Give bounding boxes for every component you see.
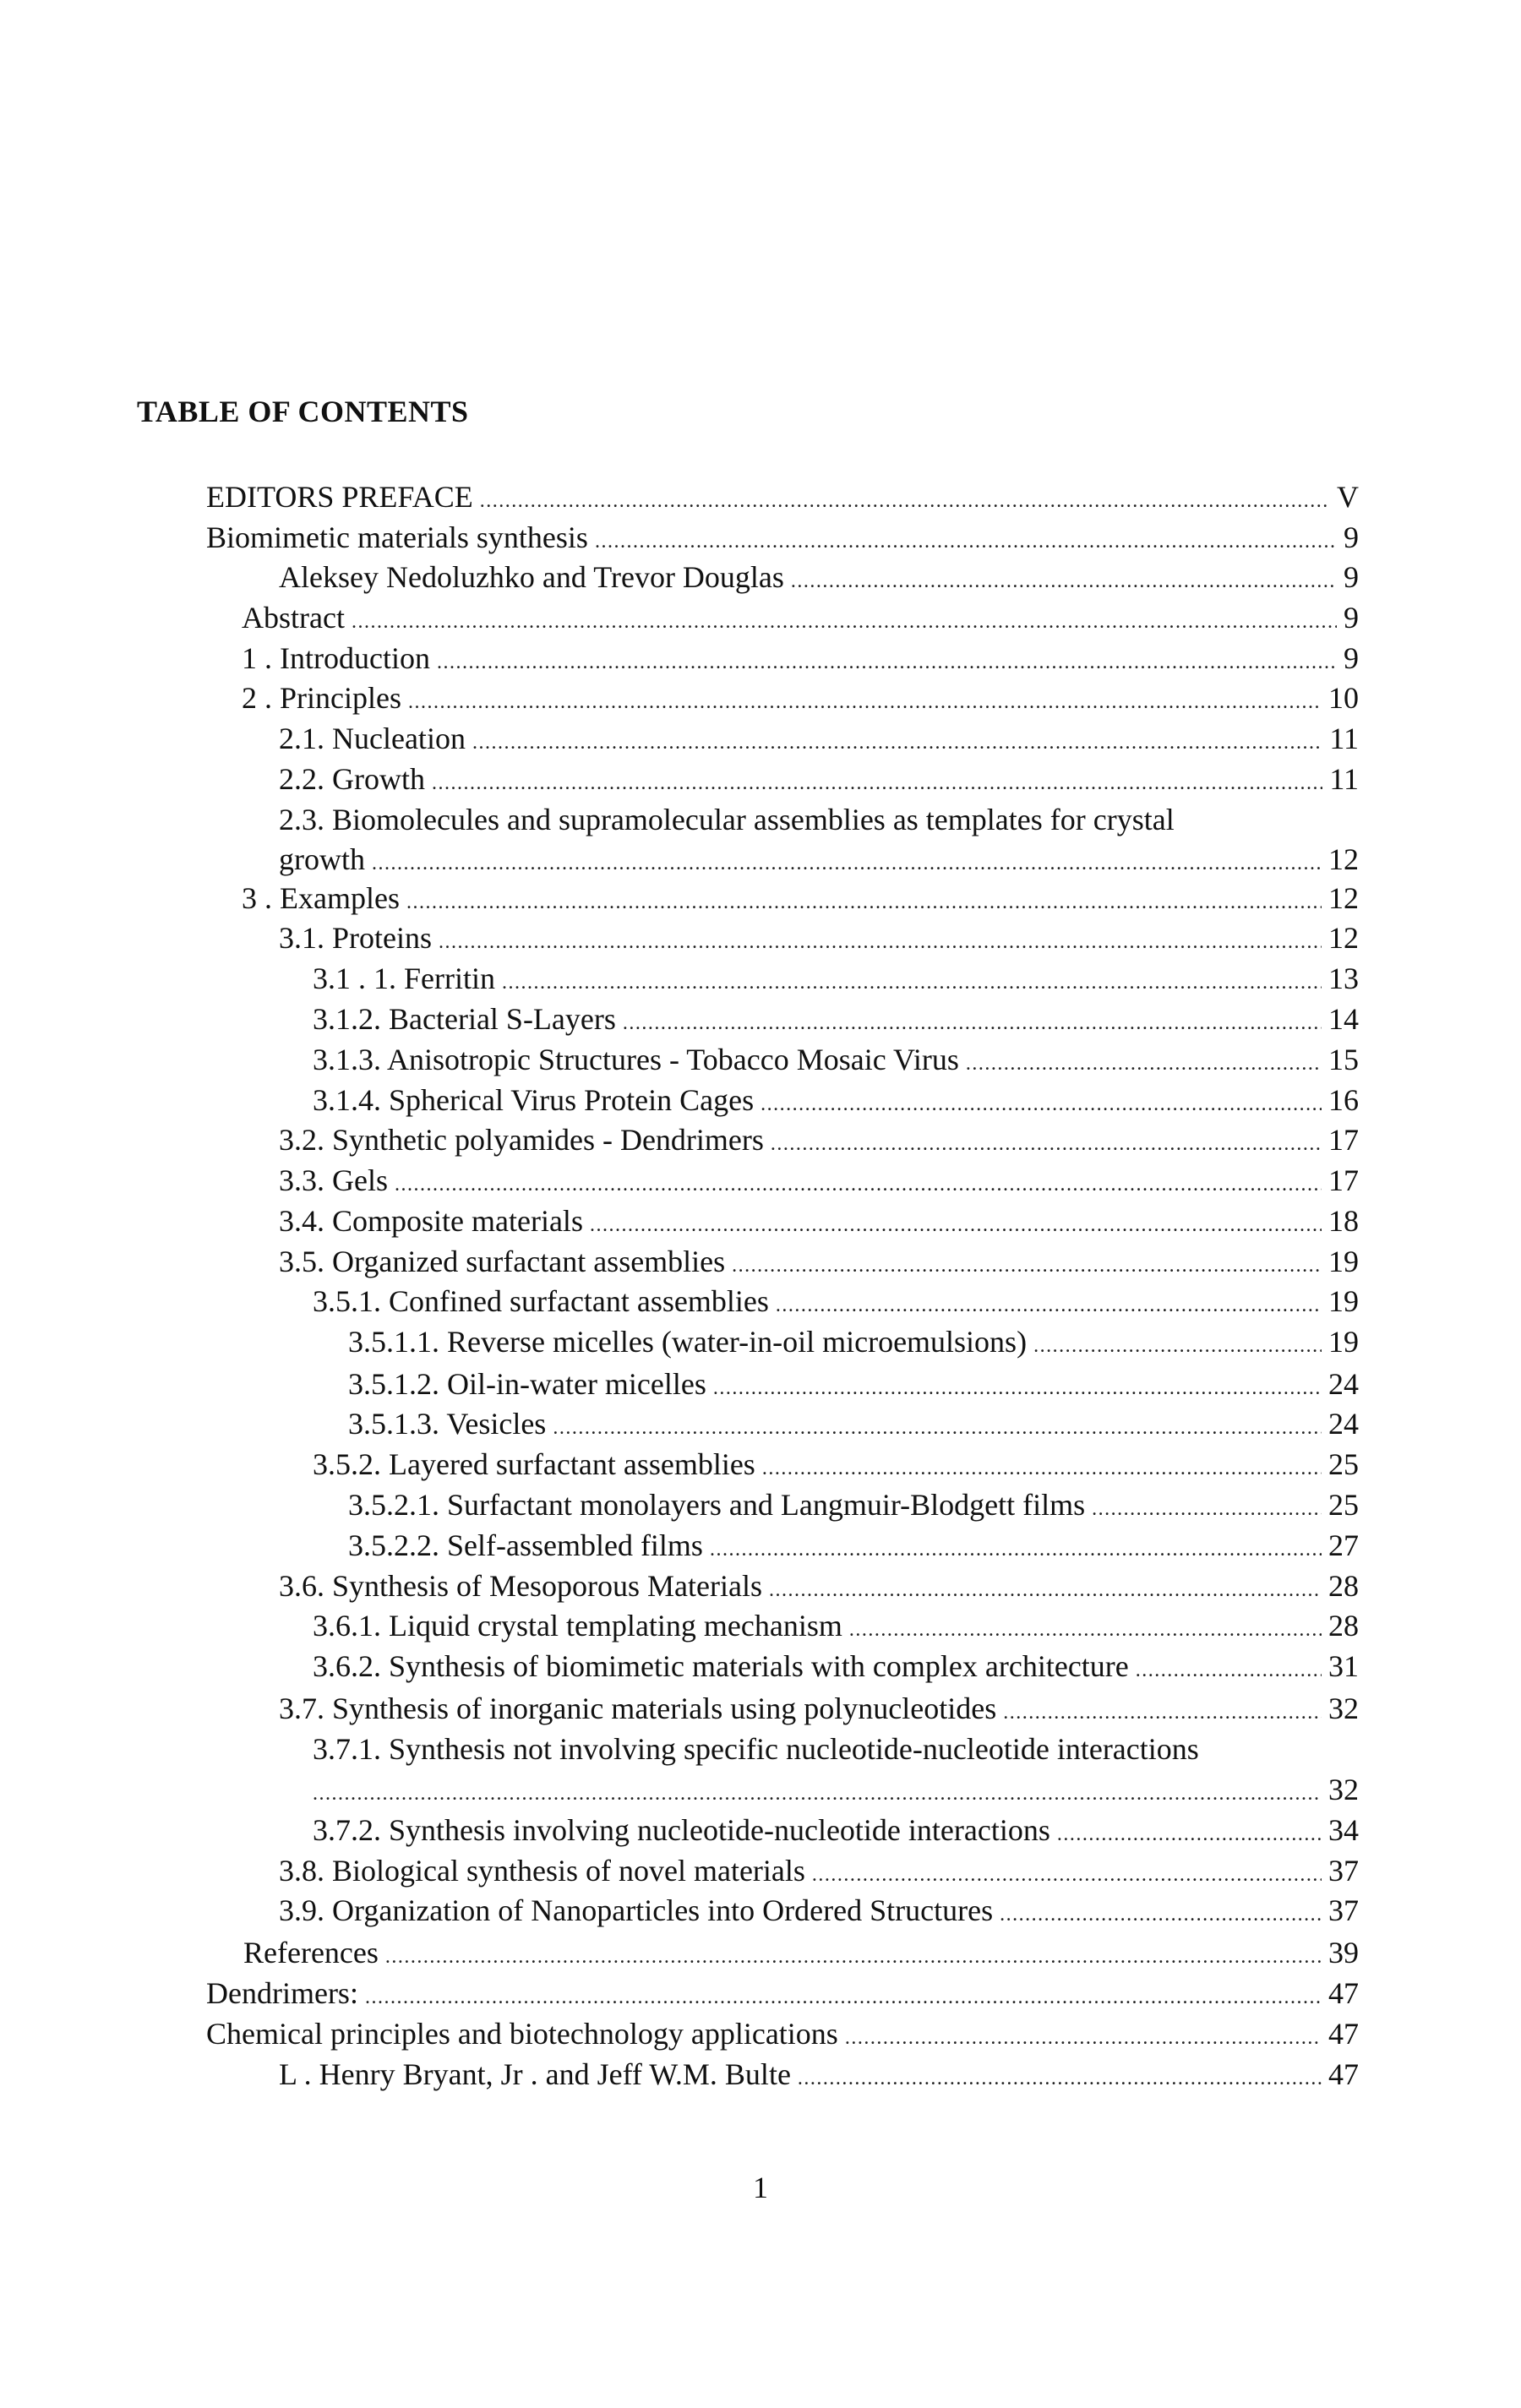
toc-entry[interactable] <box>313 1081 1359 1119</box>
toc-entry-page: 11 <box>1329 722 1359 755</box>
dot-leader <box>472 724 1322 761</box>
toc-entry[interactable] <box>313 1771 1359 1808</box>
dot-leader <box>1033 1327 1322 1365</box>
toc-entry[interactable] <box>279 1243 1359 1280</box>
dot-leader <box>762 1450 1322 1487</box>
toc-entry[interactable] <box>206 2015 1359 2052</box>
dot-leader <box>553 1409 1322 1446</box>
toc-entry-page: 27 <box>1328 1528 1359 1562</box>
toc-entry-label[interactable]: 2.3. Biomolecules and supramolecular assemblies as templates for crystal <box>279 803 1175 836</box>
toc-entry[interactable] <box>348 1486 1359 1523</box>
dot-leader <box>406 884 1322 921</box>
dot-leader <box>480 482 1330 520</box>
toc-entry-label: 3.5. Organized surfactant assemblies <box>279 1245 726 1278</box>
toc-entry[interactable] <box>243 1934 1359 1971</box>
toc-entry-page: 25 <box>1328 1488 1359 1522</box>
toc-entry-label: 3 . Examples <box>242 881 400 915</box>
toc-entry[interactable] <box>279 1690 1359 1727</box>
toc-entry-page: 16 <box>1328 1083 1359 1117</box>
toc-entry-label: Biomimetic materials synthesis <box>206 520 588 554</box>
dot-leader <box>1092 1490 1322 1528</box>
toc-entry-label: 3.1 . 1. Ferritin <box>313 962 495 995</box>
dot-leader <box>710 1531 1322 1568</box>
dot-leader <box>791 563 1337 600</box>
toc-entry[interactable] <box>313 1283 1359 1320</box>
toc-entry[interactable] <box>206 519 1359 556</box>
toc-entry[interactable] <box>279 1852 1359 1889</box>
toc-entry[interactable] <box>279 1892 1359 1929</box>
toc-entry-label: 2.1. Nucleation <box>279 722 466 755</box>
dot-leader <box>966 1045 1322 1082</box>
toc-entry-label: 3.5.2. Layered surfactant assemblies <box>313 1447 755 1481</box>
dot-leader <box>365 1979 1322 2016</box>
toc-entry[interactable] <box>279 2056 1359 2093</box>
toc-entry-label: 3.9. Organization of Nanoparticles into Ordered Structures <box>279 1893 994 1927</box>
toc-entry[interactable] <box>313 960 1359 997</box>
dot-leader <box>408 684 1322 721</box>
toc-entry[interactable] <box>279 760 1359 798</box>
dot-leader <box>432 765 1322 802</box>
toc-entry-label: Abstract <box>242 601 345 635</box>
dot-leader <box>812 1856 1322 1893</box>
toc-entry-page: 9 <box>1344 560 1359 594</box>
dot-leader <box>769 1572 1322 1609</box>
toc-entry[interactable] <box>348 1405 1359 1442</box>
toc-entry-label: 3.6. Synthesis of Mesoporous Materials <box>279 1569 762 1603</box>
toc-entry[interactable] <box>313 1607 1359 1644</box>
toc-entry-page: 28 <box>1328 1569 1359 1603</box>
toc-entry[interactable] <box>242 679 1359 716</box>
dot-leader <box>385 1938 1322 1975</box>
toc-entry-page: 37 <box>1328 1893 1359 1927</box>
toc-entry[interactable] <box>348 1323 1359 1360</box>
dot-leader <box>1000 1896 1322 1933</box>
toc-entry-label: 2 . Principles <box>242 681 401 715</box>
toc-entry-label: 3.5.1.1. Reverse micelles (water-in-oil microemulsions) <box>348 1325 1028 1359</box>
toc-entry-label: 3.7. Synthesis of inorganic materials using polynucleotides <box>279 1692 997 1725</box>
toc-entry-page: 9 <box>1344 601 1359 635</box>
toc-entry-label: 3.1. Proteins <box>279 921 433 955</box>
dot-leader <box>760 1086 1322 1123</box>
toc-entry-page: 17 <box>1328 1123 1359 1157</box>
dot-leader <box>776 1287 1322 1324</box>
toc-entry[interactable] <box>279 841 1359 878</box>
toc-entry[interactable] <box>313 1041 1359 1078</box>
dot-leader <box>439 923 1322 961</box>
toc-entry-label: Aleksey Nedoluzhko and Trevor Douglas <box>279 560 784 594</box>
toc-entry[interactable] <box>348 1365 1359 1403</box>
dot-leader <box>313 1775 1322 1812</box>
toc-entry[interactable] <box>279 1121 1359 1158</box>
dot-leader <box>590 1207 1322 1244</box>
toc-entry[interactable] <box>313 1000 1359 1038</box>
toc-entry-page: 11 <box>1329 762 1359 796</box>
toc-entry-label: 3.3. Gels <box>279 1163 388 1197</box>
dot-leader <box>771 1125 1322 1163</box>
toc-entry-label: 3.5.2.1. Surfactant monolayers and Langmuir-Blodgett films <box>348 1488 1086 1522</box>
toc-entry[interactable] <box>279 1162 1359 1199</box>
toc-entry-page: 19 <box>1328 1284 1359 1318</box>
toc-entry-label: L . Henry Bryant, Jr . and Jeff W.M. Bulte <box>279 2057 791 2091</box>
toc-entry-page: V <box>1337 480 1359 514</box>
toc-entry-label: 2.2. Growth <box>279 762 425 796</box>
dot-leader <box>798 2060 1322 2097</box>
toc-entry-page: 19 <box>1328 1325 1359 1359</box>
toc-entry-label: 3.1.4. Spherical Virus Protein Cages <box>313 1083 755 1117</box>
toc-entry[interactable] <box>242 880 1359 917</box>
dot-leader <box>437 644 1337 681</box>
toc-entry-page: 37 <box>1328 1854 1359 1888</box>
toc-entry[interactable] <box>279 558 1359 596</box>
dot-leader <box>395 1166 1322 1203</box>
toc-entry-label: EDITORS PREFACE <box>206 480 473 514</box>
toc-entry-page: 12 <box>1328 881 1359 915</box>
toc-entry-label: 3.6.2. Synthesis of biomimetic materials with complex architecture <box>313 1649 1129 1683</box>
page-number: 1 <box>753 2171 768 2204</box>
dot-leader <box>732 1247 1322 1284</box>
toc-entry-label: 3.5.1.2. Oil-in-water micelles <box>348 1367 706 1401</box>
toc-entry[interactable] <box>313 1648 1359 1685</box>
toc-entry-page: 14 <box>1328 1002 1359 1036</box>
toc-entry-page: 47 <box>1328 1976 1359 2010</box>
toc-entry-page: 19 <box>1328 1245 1359 1278</box>
dot-leader <box>372 845 1322 882</box>
toc-entry-page: 10 <box>1328 681 1359 715</box>
toc-entry-page: 28 <box>1328 1609 1359 1643</box>
toc-entry[interactable] <box>206 1975 1359 2012</box>
toc-entry-page: 47 <box>1328 2017 1359 2051</box>
toc-entry[interactable] <box>279 720 1359 757</box>
toc-entry[interactable] <box>313 1811 1359 1849</box>
toc-entry-label: 3.1.2. Bacterial S-Layers <box>313 1002 616 1036</box>
toc-entry[interactable] <box>279 1202 1359 1239</box>
toc-entry-label: 3.2. Synthetic polyamides - Dendrimers <box>279 1123 764 1157</box>
toc-entry[interactable] <box>279 919 1359 956</box>
dot-leader <box>502 964 1322 1001</box>
toc-entry-page: 31 <box>1328 1649 1359 1683</box>
toc-entry-page: 12 <box>1328 842 1359 876</box>
toc-entry-label: 3.8. Biological synthesis of novel materials <box>279 1854 805 1888</box>
toc-entry-label-continued: growth <box>279 842 365 876</box>
dot-leader <box>1003 1694 1322 1731</box>
toc-entry-page: 15 <box>1328 1043 1359 1076</box>
dot-leader <box>595 523 1337 560</box>
toc-entry-page: 25 <box>1328 1447 1359 1481</box>
toc-entry[interactable] <box>242 640 1359 677</box>
dot-leader <box>845 2019 1322 2057</box>
dot-leader <box>849 1611 1322 1648</box>
toc-entry[interactable] <box>242 599 1359 636</box>
toc-entry[interactable] <box>313 1446 1359 1483</box>
dot-leader <box>352 603 1337 640</box>
toc-entry-label: 3.7.2. Synthesis involving nucleotide-nucleotide interactions <box>313 1813 1050 1847</box>
toc-entry-page: 9 <box>1344 641 1359 675</box>
toc-entry-page: 34 <box>1328 1813 1359 1847</box>
toc-entry-page: 24 <box>1328 1407 1359 1441</box>
toc-entry-page: 12 <box>1328 921 1359 955</box>
toc-entry-page: 32 <box>1328 1773 1359 1806</box>
toc-entry-label: 1 . Introduction <box>242 641 430 675</box>
toc-entry-label: Dendrimers: <box>206 1976 358 2010</box>
toc-entry-label: 3.5.1.3. Vesicles <box>348 1407 547 1441</box>
toc-entry-label: 3.1.3. Anisotropic Structures - Tobacco Mosaic Virus <box>313 1043 959 1076</box>
toc-entry-label: Chemical principles and biotechnology applications <box>206 2017 838 2051</box>
toc-entry-label: 3.5.2.2. Self-assembled films <box>348 1528 703 1562</box>
dot-leader <box>623 1005 1322 1042</box>
toc-entry-label: 3.6.1. Liquid crystal templating mechanism <box>313 1609 842 1643</box>
dot-leader <box>1057 1816 1322 1853</box>
toc-entry-page: 32 <box>1328 1692 1359 1725</box>
toc-entry-page: 47 <box>1328 2057 1359 2091</box>
toc-entry-page: 24 <box>1328 1367 1359 1401</box>
page-title: TABLE OF CONTENTS <box>137 395 469 428</box>
toc-entry-label[interactable]: 3.7.1. Synthesis not involving specific nucleotide-nucleotide interactions <box>313 1732 1199 1766</box>
toc-entry[interactable] <box>206 478 1359 515</box>
toc-entry-label: References <box>243 1936 379 1969</box>
toc-entry-page: 39 <box>1328 1936 1359 1969</box>
toc-entry-page: 17 <box>1328 1163 1359 1197</box>
toc-entry-label: 3.5.1. Confined surfactant assemblies <box>313 1284 769 1318</box>
toc-entry-page: 13 <box>1328 962 1359 995</box>
dot-leader <box>713 1370 1322 1407</box>
toc-entry-page: 18 <box>1328 1204 1359 1238</box>
toc-entry-page: 9 <box>1344 520 1359 554</box>
toc-entry-label: 3.4. Composite materials <box>279 1204 583 1238</box>
toc-entry[interactable] <box>348 1527 1359 1564</box>
dot-leader <box>1136 1652 1322 1689</box>
toc-entry[interactable] <box>279 1567 1359 1604</box>
